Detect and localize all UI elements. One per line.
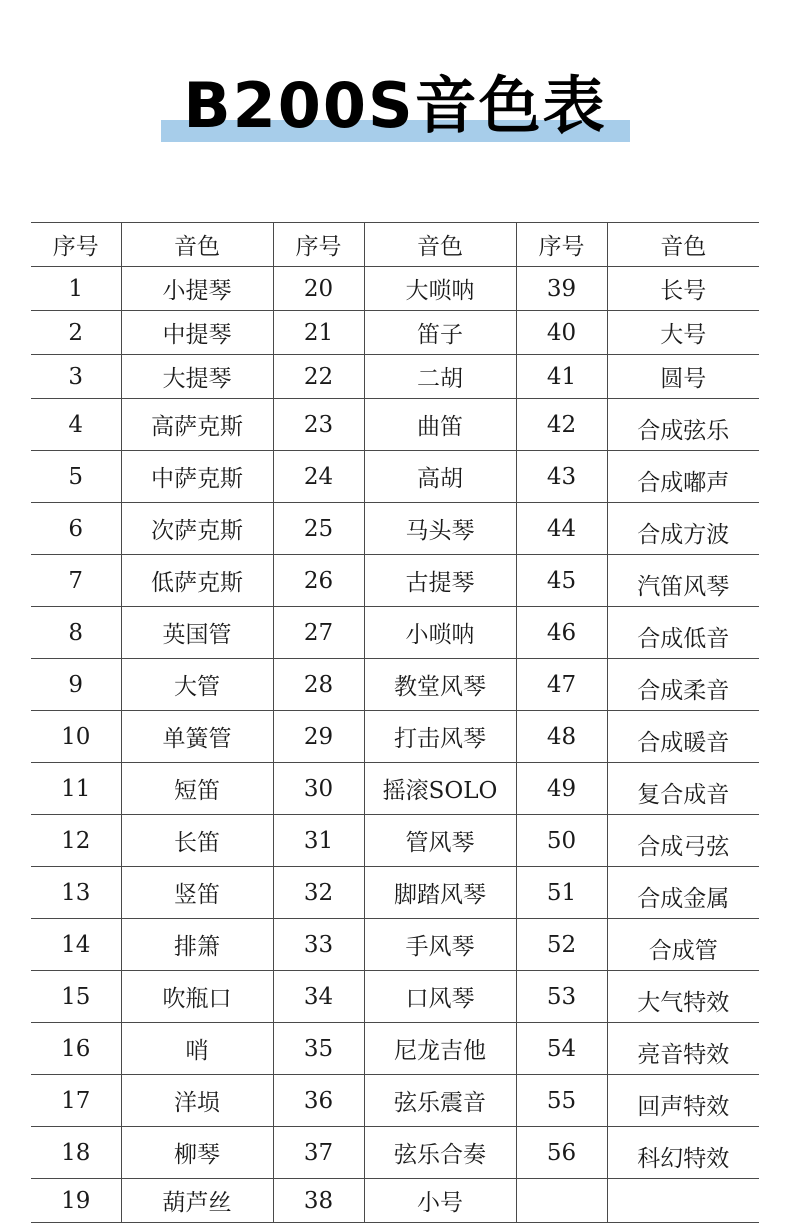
cell-voice: 排箫 (121, 919, 273, 971)
table-row (31, 1127, 759, 1179)
cell-number: 6 (31, 503, 121, 555)
cell-voice: 洋埙 (121, 1075, 273, 1127)
cell-number: 14 (31, 919, 121, 971)
cell-voice: 次萨克斯 (121, 503, 273, 555)
cell-voice: 合成暖音 (607, 711, 759, 763)
cell-voice: 高胡 (364, 451, 516, 503)
cell-voice: 单簧管 (121, 711, 273, 763)
cell-number: 55 (516, 1075, 607, 1127)
cell-number: 24 (273, 451, 364, 503)
cell-number: 36 (273, 1075, 364, 1127)
header-voice: 音色 (364, 223, 516, 267)
table-row (31, 815, 759, 867)
cell-number: 37 (273, 1127, 364, 1179)
header-voice: 音色 (121, 223, 273, 267)
cell-voice: 合成弓弦 (607, 815, 759, 867)
cell-number: 52 (516, 919, 607, 971)
cell-number: 53 (516, 971, 607, 1023)
cell-voice: 科幻特效 (607, 1127, 759, 1179)
page-header (0, 58, 790, 158)
cell-number: 35 (273, 1023, 364, 1075)
cell-voice: 口风琴 (364, 971, 516, 1023)
cell-voice: 吹瓶口 (121, 971, 273, 1023)
cell-number: 2 (31, 311, 121, 355)
header-number: 序号 (31, 223, 121, 267)
cell-voice: 葫芦丝 (121, 1179, 273, 1223)
cell-number: 22 (273, 355, 364, 399)
cell-number: 18 (31, 1127, 121, 1179)
cell-voice: 大号 (607, 311, 759, 355)
table-body (31, 267, 759, 1223)
cell-number: 34 (273, 971, 364, 1023)
cell-voice: 合成管 (607, 919, 759, 971)
cell-voice: 大唢呐 (364, 267, 516, 311)
cell-number: 49 (516, 763, 607, 815)
cell-voice: 马头琴 (364, 503, 516, 555)
cell-voice: 手风琴 (364, 919, 516, 971)
cell-voice: 合成柔音 (607, 659, 759, 711)
cell-number: 30 (273, 763, 364, 815)
cell-voice: 大管 (121, 659, 273, 711)
table-row (31, 355, 759, 399)
cell-voice: 复合成音 (607, 763, 759, 815)
voice-table (31, 222, 759, 1223)
cell-number: 5 (31, 451, 121, 503)
cell-number: 8 (31, 607, 121, 659)
cell-voice: 低萨克斯 (121, 555, 273, 607)
cell-number: 3 (31, 355, 121, 399)
header-number: 序号 (273, 223, 364, 267)
table-row (31, 1023, 759, 1075)
cell-voice: 合成金属 (607, 867, 759, 919)
cell-voice: 大气特效 (607, 971, 759, 1023)
table-row (31, 555, 759, 607)
cell-number: 28 (273, 659, 364, 711)
cell-voice: 摇滚SOLO (364, 763, 516, 815)
cell-voice: 弦乐合奏 (364, 1127, 516, 1179)
cell-number: 11 (31, 763, 121, 815)
cell-number: 43 (516, 451, 607, 503)
table-row (31, 919, 759, 971)
cell-voice: 圆号 (607, 355, 759, 399)
cell-voice (607, 1179, 759, 1223)
cell-number: 48 (516, 711, 607, 763)
cell-voice: 长笛 (121, 815, 273, 867)
cell-number: 16 (31, 1023, 121, 1075)
table-row (31, 971, 759, 1023)
cell-voice: 合成低音 (607, 607, 759, 659)
cell-voice: 合成方波 (607, 503, 759, 555)
cell-voice: 柳琴 (121, 1127, 273, 1179)
cell-voice: 教堂风琴 (364, 659, 516, 711)
cell-voice: 小号 (364, 1179, 516, 1223)
table-header (31, 223, 759, 267)
cell-voice: 汽笛风琴 (607, 555, 759, 607)
table-row (31, 311, 759, 355)
cell-number: 46 (516, 607, 607, 659)
cell-number: 1 (31, 267, 121, 311)
cell-voice: 竖笛 (121, 867, 273, 919)
cell-number: 38 (273, 1179, 364, 1223)
cell-voice: 中萨克斯 (121, 451, 273, 503)
cell-number: 31 (273, 815, 364, 867)
table-row (31, 607, 759, 659)
cell-number (516, 1179, 607, 1223)
cell-number: 9 (31, 659, 121, 711)
cell-number: 41 (516, 355, 607, 399)
cell-number: 19 (31, 1179, 121, 1223)
cell-number: 44 (516, 503, 607, 555)
cell-number: 33 (273, 919, 364, 971)
cell-number: 26 (273, 555, 364, 607)
table-row (31, 503, 759, 555)
cell-voice: 小唢呐 (364, 607, 516, 659)
page-title: B200S音色表 (183, 69, 607, 142)
cell-voice: 尼龙吉他 (364, 1023, 516, 1075)
cell-voice: 小提琴 (121, 267, 273, 311)
cell-number: 29 (273, 711, 364, 763)
table-row (31, 1075, 759, 1127)
cell-number: 39 (516, 267, 607, 311)
header-row (31, 223, 759, 267)
cell-voice: 曲笛 (364, 399, 516, 451)
cell-voice: 古提琴 (364, 555, 516, 607)
cell-voice: 短笛 (121, 763, 273, 815)
cell-voice: 亮音特效 (607, 1023, 759, 1075)
table-row (31, 763, 759, 815)
cell-number: 25 (273, 503, 364, 555)
header-number: 序号 (516, 223, 607, 267)
cell-number: 47 (516, 659, 607, 711)
cell-number: 45 (516, 555, 607, 607)
cell-number: 42 (516, 399, 607, 451)
cell-number: 20 (273, 267, 364, 311)
cell-number: 7 (31, 555, 121, 607)
cell-number: 50 (516, 815, 607, 867)
cell-voice: 大提琴 (121, 355, 273, 399)
cell-number: 56 (516, 1127, 607, 1179)
cell-voice: 合成嘟声 (607, 451, 759, 503)
cell-number: 13 (31, 867, 121, 919)
table-row (31, 659, 759, 711)
cell-number: 17 (31, 1075, 121, 1127)
table-row (31, 867, 759, 919)
cell-voice: 脚踏风琴 (364, 867, 516, 919)
cell-voice: 高萨克斯 (121, 399, 273, 451)
cell-number: 40 (516, 311, 607, 355)
table-row (31, 1179, 759, 1223)
cell-voice: 哨 (121, 1023, 273, 1075)
cell-voice: 打击风琴 (364, 711, 516, 763)
cell-number: 32 (273, 867, 364, 919)
cell-voice: 英国管 (121, 607, 273, 659)
table-row (31, 451, 759, 503)
cell-number: 27 (273, 607, 364, 659)
cell-voice: 笛子 (364, 311, 516, 355)
cell-number: 4 (31, 399, 121, 451)
cell-number: 15 (31, 971, 121, 1023)
cell-number: 51 (516, 867, 607, 919)
cell-number: 23 (273, 399, 364, 451)
cell-number: 10 (31, 711, 121, 763)
cell-voice: 二胡 (364, 355, 516, 399)
cell-number: 12 (31, 815, 121, 867)
cell-voice: 回声特效 (607, 1075, 759, 1127)
cell-voice: 弦乐震音 (364, 1075, 516, 1127)
table-row (31, 267, 759, 311)
cell-number: 54 (516, 1023, 607, 1075)
cell-voice: 中提琴 (121, 311, 273, 355)
header-voice: 音色 (607, 223, 759, 267)
cell-voice: 合成弦乐 (607, 399, 759, 451)
cell-number: 21 (273, 311, 364, 355)
table-row (31, 399, 759, 451)
table-row (31, 711, 759, 763)
cell-voice: 长号 (607, 267, 759, 311)
cell-voice: 管风琴 (364, 815, 516, 867)
